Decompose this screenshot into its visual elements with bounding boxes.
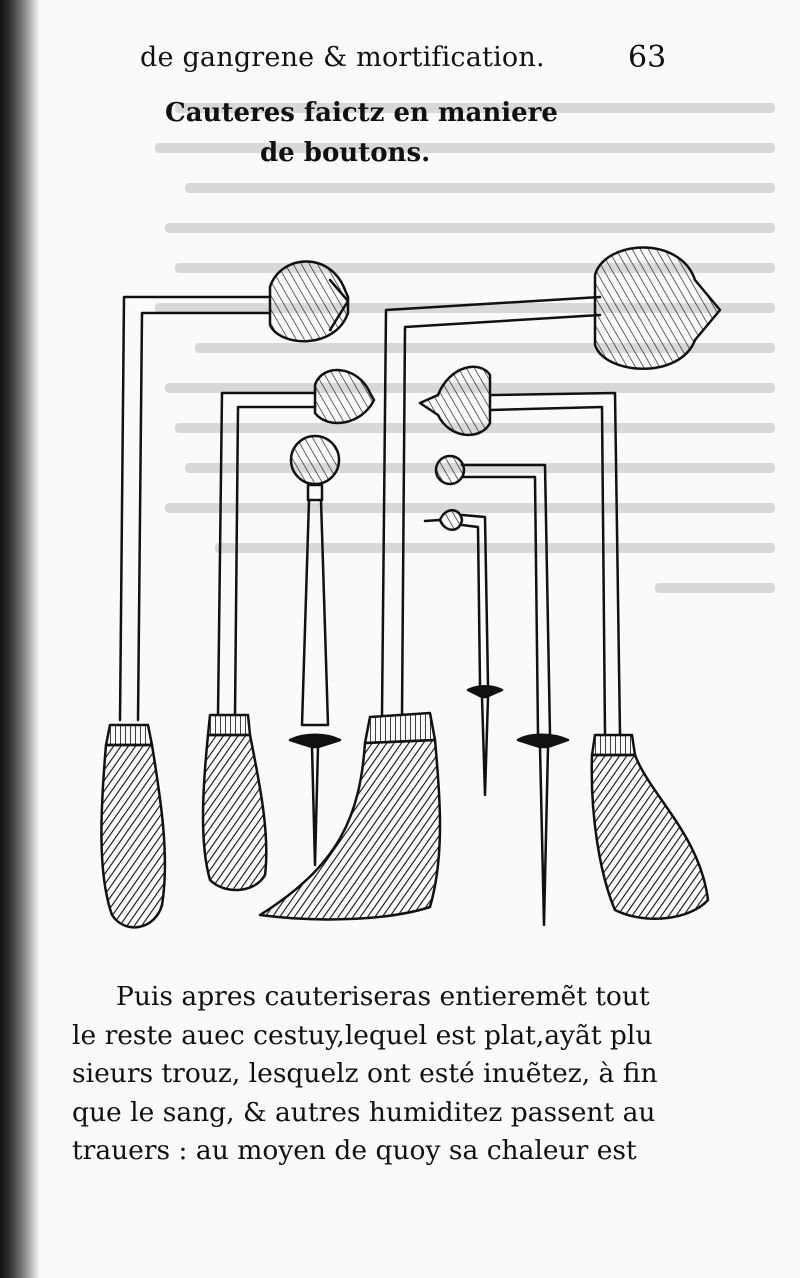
page-number: 63 xyxy=(628,40,667,75)
cautery-instrument-2 xyxy=(203,370,374,890)
figure-caption-line-2: de boutons. xyxy=(260,138,431,168)
cautery-instrument-3 xyxy=(290,436,340,865)
cautery-instruments-woodcut-icon xyxy=(90,235,740,935)
body-text xyxy=(72,978,672,1171)
body-line-5: trauers : au moyen de quoy sa chaleur est xyxy=(72,1135,637,1166)
body-line-2: le reste auec cestuy,lequel est plat,ayãt plu xyxy=(72,1019,653,1051)
page-binding-shadow xyxy=(0,0,40,1278)
body-line-4: que le sang, & autres humiditez passent au xyxy=(72,1096,656,1128)
body-line-3: sieurs trouz, lesquelz ont esté inuẽtez, à fin xyxy=(72,1058,658,1089)
cautery-instrument-5 xyxy=(420,367,708,919)
figure-caption-line-1: Cauteres faictz en maniere xyxy=(165,98,558,128)
running-header: de gangrene & mortification. xyxy=(140,42,545,73)
body-line-1: Puis apres cauteriseras entieremẽt tout xyxy=(116,981,650,1012)
